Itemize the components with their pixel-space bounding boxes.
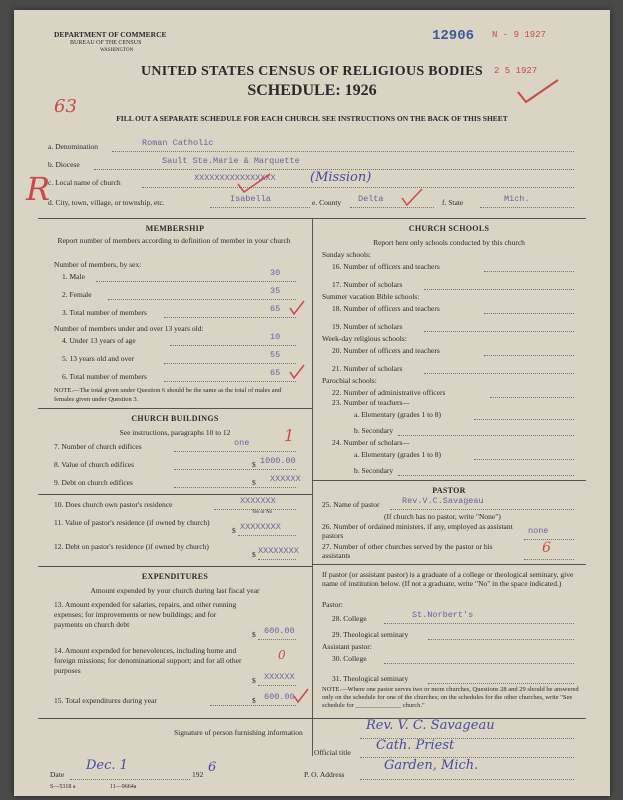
state-value[interactable]: Mich. — [504, 194, 530, 204]
q23-label: 23. Number of teachers— — [332, 398, 410, 407]
address-value[interactable]: Garden, Mich. — [384, 758, 479, 773]
signature-label: Signature of person furnishing information — [174, 728, 303, 737]
buildings-heading: CHURCH BUILDINGS — [131, 414, 219, 423]
q6-label: 6. Total number of members — [62, 372, 147, 381]
print-code: 11—9664a — [110, 784, 137, 790]
graduate-note: If pastor (or assistant pastor) is a graduate of a college or theological seminary, give name of institution below. (If not a graduate, write "No" in the space indicated.) — [322, 570, 574, 588]
diocese-label: b. Diocese — [48, 160, 80, 169]
q8-dollar: $ — [252, 460, 256, 469]
department-label: DEPARTMENT OF COMMERCE — [54, 30, 167, 39]
city-label: d. City, town, village, or township, etc. — [48, 198, 165, 207]
q13-value[interactable]: 600.00 — [264, 626, 295, 636]
membership-heading: MEMBERSHIP — [145, 224, 205, 233]
q11-dollar: $ — [232, 526, 236, 535]
check-mark-icon — [292, 688, 310, 704]
q13-dollar: $ — [252, 630, 256, 639]
q6-value[interactable]: 65 — [270, 368, 281, 378]
state-label: f. State — [442, 198, 464, 207]
q9-value[interactable]: XXXXXX — [270, 474, 301, 484]
q14-handwritten: 0 — [278, 648, 286, 662]
address-label: P. O. Address — [304, 770, 345, 779]
expenditures-sub: Amount expended by your church during last fiscal year — [90, 586, 260, 595]
q28-label: 28. College — [332, 614, 367, 623]
q4-value[interactable]: 10 — [270, 332, 281, 342]
q11-label: 11. Value of pastor's residence (if owned by church) — [54, 518, 210, 527]
buildings-sub: See instructions, paragraphs 10 to 12 — [119, 428, 231, 437]
county-value[interactable]: Delta — [358, 194, 384, 204]
q25-value[interactable]: Rev.V.C.Savageau — [402, 496, 484, 506]
margin-mark: 63 — [54, 96, 77, 117]
date-label: Date — [50, 770, 65, 779]
q12-value[interactable]: XXXXXXXX — [258, 546, 299, 556]
q10-hint: Yes or No — [252, 510, 273, 515]
q30-label: 30. College — [332, 654, 367, 663]
q24b-label: b. Secondary — [354, 466, 394, 475]
q10-value[interactable]: XXXXXXX — [240, 496, 276, 506]
year-prefix: 192 — [192, 770, 204, 779]
q26-value[interactable]: none — [528, 526, 549, 536]
q8-value[interactable]: 1000.00 — [260, 456, 296, 466]
q22-label: 22. Number of administrative officers — [332, 388, 446, 397]
q25-hint: (If church has no pastor, write "None") — [384, 512, 501, 521]
q25-label: 25. Name of pastor — [322, 500, 380, 509]
schools-intro: Report here only schools conducted by this church — [373, 238, 525, 247]
pastor-sub-label: Pastor: — [322, 600, 343, 609]
assistant-sub-label: Assistant pastor: — [322, 642, 372, 651]
q12-dollar: $ — [252, 550, 256, 559]
q15-label: 15. Total expenditures during year — [54, 696, 157, 705]
q15-dollar: $ — [252, 696, 256, 705]
membership-intro: Report number of members according to definition of member in your church — [57, 236, 291, 245]
q20-label: 20. Number of officers and teachers — [332, 346, 440, 355]
q31-label: 31. Theological seminary — [332, 674, 409, 683]
q16-label: 16. Number of officers and teachers — [332, 262, 440, 271]
q14-dollar: $ — [252, 676, 256, 685]
census-form-sheet — [14, 10, 610, 796]
local-name-handwritten: (Mission) — [310, 170, 372, 185]
q24a-label: a. Elementary (grades 1 to 8) — [354, 450, 442, 459]
q1-value[interactable]: 30 — [270, 268, 281, 278]
weekday-label: Week-day religious schools: — [322, 334, 407, 343]
membership-note: NOTE.—The total given under Question 6 should be the same as the total of males and females given under Question 3. — [54, 387, 282, 403]
q28-value[interactable]: St.Norbert's — [412, 610, 474, 620]
pastor-note: NOTE.—Where one pastor serves two or more churches, Questions 28 and 29 should be answered only on the schedule for one of the churches; on the schedules for the other churches, write "See schedule for ______________ church." — [322, 686, 579, 709]
margin-r-mark: R — [26, 170, 51, 208]
check-mark-icon — [234, 172, 274, 194]
stamp-date-2: 2 5 1927 — [494, 66, 538, 76]
pastor-heading: PASTOR — [432, 486, 466, 495]
q7-label: 7. Number of church edifices — [54, 442, 142, 451]
q10-label: 10. Does church own pastor's residence — [54, 500, 173, 509]
county-label: e. County — [312, 198, 342, 207]
q29-label: 29. Theological seminary — [332, 630, 409, 639]
check-mark-icon — [400, 188, 424, 208]
q5-value[interactable]: 55 — [270, 350, 281, 360]
check-mark-icon — [288, 300, 306, 316]
q27-value[interactable]: 6 — [542, 540, 551, 556]
year-value[interactable]: 6 — [208, 760, 217, 775]
q2-value[interactable]: 35 — [270, 286, 281, 296]
under-over-label: Number of members under and over 13 years old: — [54, 324, 204, 333]
official-title-value[interactable]: Cath. Priest — [376, 738, 455, 753]
parochial-label: Parochial schools: — [322, 376, 377, 385]
city-label: WASHINGTON — [100, 48, 134, 53]
q14-value[interactable]: XXXXXX — [264, 672, 295, 682]
q24-label: 24. Number of scholars— — [332, 438, 410, 447]
q23a-label: a. Elementary (grades 1 to 8) — [354, 410, 442, 419]
q4-label: 4. Under 13 years of age — [62, 336, 136, 345]
city-value[interactable]: Isabella — [230, 194, 271, 204]
q3-value[interactable]: 65 — [270, 304, 281, 314]
q23b-label: b. Secondary — [354, 426, 394, 435]
official-title-label: Official title — [314, 748, 351, 757]
local-name-label: c. Local name of church — [48, 178, 121, 187]
sunday-label: Sunday schools: — [322, 250, 371, 259]
check-mark-icon — [288, 364, 306, 380]
stamp-date: N - 9 1927 — [492, 30, 547, 40]
signature-value[interactable]: Rev. V. C. Savageau — [366, 718, 495, 733]
check-mark-icon — [514, 78, 564, 108]
q21-label: 21. Number of scholars — [332, 364, 403, 373]
form-code: S—5318 a — [50, 784, 76, 790]
denomination-label: a. Denomination — [48, 142, 98, 151]
bureau-label: BUREAU OF THE CENSUS — [70, 40, 142, 46]
schools-heading: CHURCH SCHOOLS — [408, 224, 490, 233]
denomination-value[interactable]: Roman Catholic — [142, 138, 214, 148]
form-subtitle: SCHEDULE: 1926 — [247, 82, 377, 99]
summer-label: Summer vacation Bible schools: — [322, 292, 420, 301]
q1-label: 1. Male — [62, 272, 85, 281]
q5-label: 5. 13 years old and over — [62, 354, 135, 363]
q3-label: 3. Total number of members — [62, 308, 147, 317]
q14-label: 14. Amount expended for benevolences, including home and foreign missions; for denominational support; and for all other purposes — [54, 646, 242, 675]
q8-label: 8. Value of church edifices — [54, 460, 135, 469]
by-sex-label: Number of members, by sex: — [54, 260, 142, 269]
q7-handwritten: 1 — [284, 426, 295, 445]
q27-label: 27. Number of other churches served by the pastor or his assistants — [322, 542, 493, 560]
q12-label: 12. Debt on pastor's residence (if owned by church) — [54, 542, 209, 551]
date-value[interactable]: Dec. 1 — [86, 758, 128, 773]
diocese-value[interactable]: Sault Ste.Marie & Marquette — [162, 156, 300, 166]
form-title: UNITED STATES CENSUS OF RELIGIOUS BODIES — [140, 64, 483, 79]
q9-label: 9. Debt on church edifices — [54, 478, 133, 487]
q17-label: 17. Number of scholars — [332, 280, 403, 289]
q2-label: 2. Female — [62, 290, 92, 299]
local-name-value[interactable]: XXXXXXXXXXXXXXXX — [194, 173, 276, 183]
q7-value[interactable]: one — [234, 438, 250, 448]
q13-label: 13. Amount expended for salaries, repairs, and other running expenses; for improvements or new buildings; and for payments on church debt — [54, 600, 237, 629]
q11-value[interactable]: XXXXXXXX — [240, 522, 281, 532]
q15-value[interactable]: 600.00 — [264, 692, 295, 702]
fill-instructions: FILL OUT A SEPARATE SCHEDULE FOR EACH CHURCH. SEE INSTRUCTIONS ON THE BACK OF THIS SHEET — [116, 114, 508, 123]
q19-label: 19. Number of scholars — [332, 322, 403, 331]
stamp-number: 12906 — [432, 28, 475, 44]
q9-dollar: $ — [252, 478, 256, 487]
q26-label: 26. Number of ordained ministers, if any, employed as assistant pastors — [322, 522, 513, 540]
q18-label: 18. Number of officers and teachers — [332, 304, 440, 313]
expenditures-heading: EXPENDITURES — [141, 572, 209, 581]
